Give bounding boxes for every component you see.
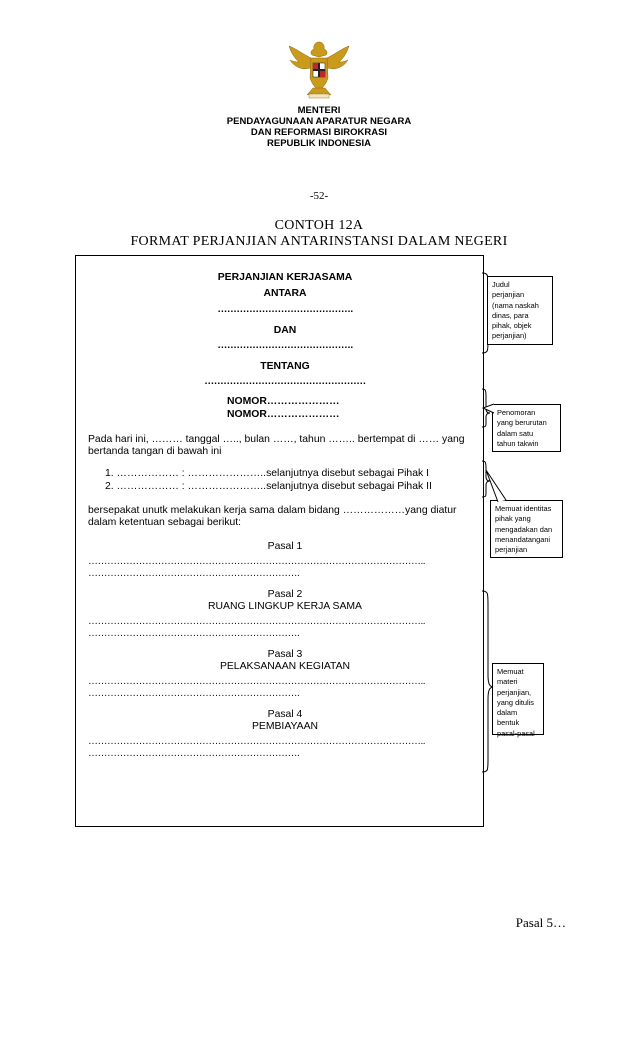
pasal-3-title: PELAKSANAAN KEGIATAN xyxy=(219,661,351,672)
pasal-3-heading: Pasal 3 xyxy=(267,649,303,660)
callout-penomoran-line: yang berurutan xyxy=(497,418,547,428)
garuda-emblem-icon xyxy=(285,38,353,100)
agreement-heading: PERJANJIAN KERJASAMA xyxy=(217,272,353,283)
callout-penomoran-line: Penomoran xyxy=(497,408,536,417)
nomor-line-2: NOMOR………………… xyxy=(227,409,340,420)
callout-pointers xyxy=(480,390,510,510)
callout-judul-line: Judul xyxy=(492,280,510,289)
opening-line-1: Pada hari ini, ……… tanggal ….., bulan ……, tahun …….. bertempat di …… yang xyxy=(88,434,465,445)
pasal-2-dots-full: …………………………………………………………………………………………….. xyxy=(88,616,426,627)
callout-materi-line: materi xyxy=(497,677,518,687)
agreement-line-1: bersepakat unutk melakukan kerja sama dalam bidang ………………yang diatur xyxy=(88,505,457,516)
header-line-4: REPUBLIK INDONESIA xyxy=(267,138,371,149)
header-line-2: PENDAYAGUNAAN APARATUR NEGARA xyxy=(226,116,412,127)
pasal-2-dots-short: …………………………………………………………. xyxy=(88,628,300,639)
callout-materi-line: dalam bentuk xyxy=(497,708,520,728)
agreement-line-2: dalam ketentuan sebagai berikut: xyxy=(88,517,242,528)
party1-placeholder: ……………………………………. xyxy=(217,304,353,315)
callout-identitas-line: Memuat identitas xyxy=(495,504,552,513)
page-number: -52- xyxy=(309,190,329,202)
nomor-line-1: NOMOR………………… xyxy=(227,396,340,407)
pasal-1-dots-full: …………………………………………………………………………………………….. xyxy=(88,556,426,567)
example-title: CONTOH 12A xyxy=(274,218,364,233)
party-item-1: 1. ……………… : …………………..selanjutnya disebut sebagai Pihak I xyxy=(105,468,429,479)
header-line-1: MENTERI xyxy=(297,105,341,116)
callout-materi-line: perjanjian, xyxy=(497,687,532,697)
pasal-1-dots-short: …………………………………………………………. xyxy=(88,568,300,579)
callout-identitas-line: mengadakan dan xyxy=(495,524,553,534)
callout-penomoran-line: tahun takwin xyxy=(497,438,539,448)
format-title: FORMAT PERJANJIAN ANTARINSTANSI DALAM NEGERI xyxy=(130,234,508,249)
next-page-reference: Pasal 5… xyxy=(515,915,566,930)
antara-heading: ANTARA xyxy=(263,288,307,299)
callout-judul-line: pihak, objek xyxy=(492,321,532,331)
pasal-2-title: RUANG LINGKUP KERJA SAMA xyxy=(208,601,362,612)
pasal-3-dots-full: …………………………………………………………………………………………….. xyxy=(88,676,426,687)
callout-judul-line: dinas, para xyxy=(492,310,529,320)
callout-judul-line: (nama naskah xyxy=(492,300,539,310)
callout-judul-line: perjanjian xyxy=(492,290,525,300)
callout-identitas-line: menandatangani xyxy=(495,534,551,544)
dan-heading: DAN xyxy=(273,325,297,336)
party-item-2: 2. ……………… : …………………..selanjutnya disebut sebagai Pihak II xyxy=(105,481,432,492)
subject-placeholder: …………………………………………… xyxy=(204,376,366,387)
header-line-3: DAN REFORMASI BIROKRASI xyxy=(250,127,388,138)
callout-identitas-line: perjanjian xyxy=(495,545,528,555)
tentang-heading: TENTANG xyxy=(260,361,310,372)
callout-materi-line: Memuat xyxy=(497,667,524,676)
pasal-1-heading: Pasal 1 xyxy=(267,541,303,552)
callout-judul xyxy=(487,276,553,345)
callout-materi xyxy=(492,663,544,738)
pasal-4-dots-short: …………………………………………………………. xyxy=(88,748,300,759)
opening-line-2: bertanda tangan di bawah ini xyxy=(88,446,222,457)
pasal-2-heading: Pasal 2 xyxy=(267,589,303,600)
pasal-4-title: PEMBIAYAAN xyxy=(251,721,318,732)
callout-materi-line: yang ditulis xyxy=(497,697,534,707)
callout-materi-line: pasal-pasal xyxy=(497,728,535,738)
callout-identitas-line: pihak yang xyxy=(495,514,531,524)
callout-penomoran-line: dalam satu xyxy=(497,428,534,438)
callout-judul-line: perjanjian) xyxy=(492,331,527,341)
party2-placeholder: ……………………………………. xyxy=(217,340,353,351)
pasal-4-dots-full: …………………………………………………………………………………………….. xyxy=(88,736,426,747)
pasal-3-dots-short: …………………………………………………………. xyxy=(88,688,300,699)
pasal-4-heading: Pasal 4 xyxy=(267,709,303,720)
